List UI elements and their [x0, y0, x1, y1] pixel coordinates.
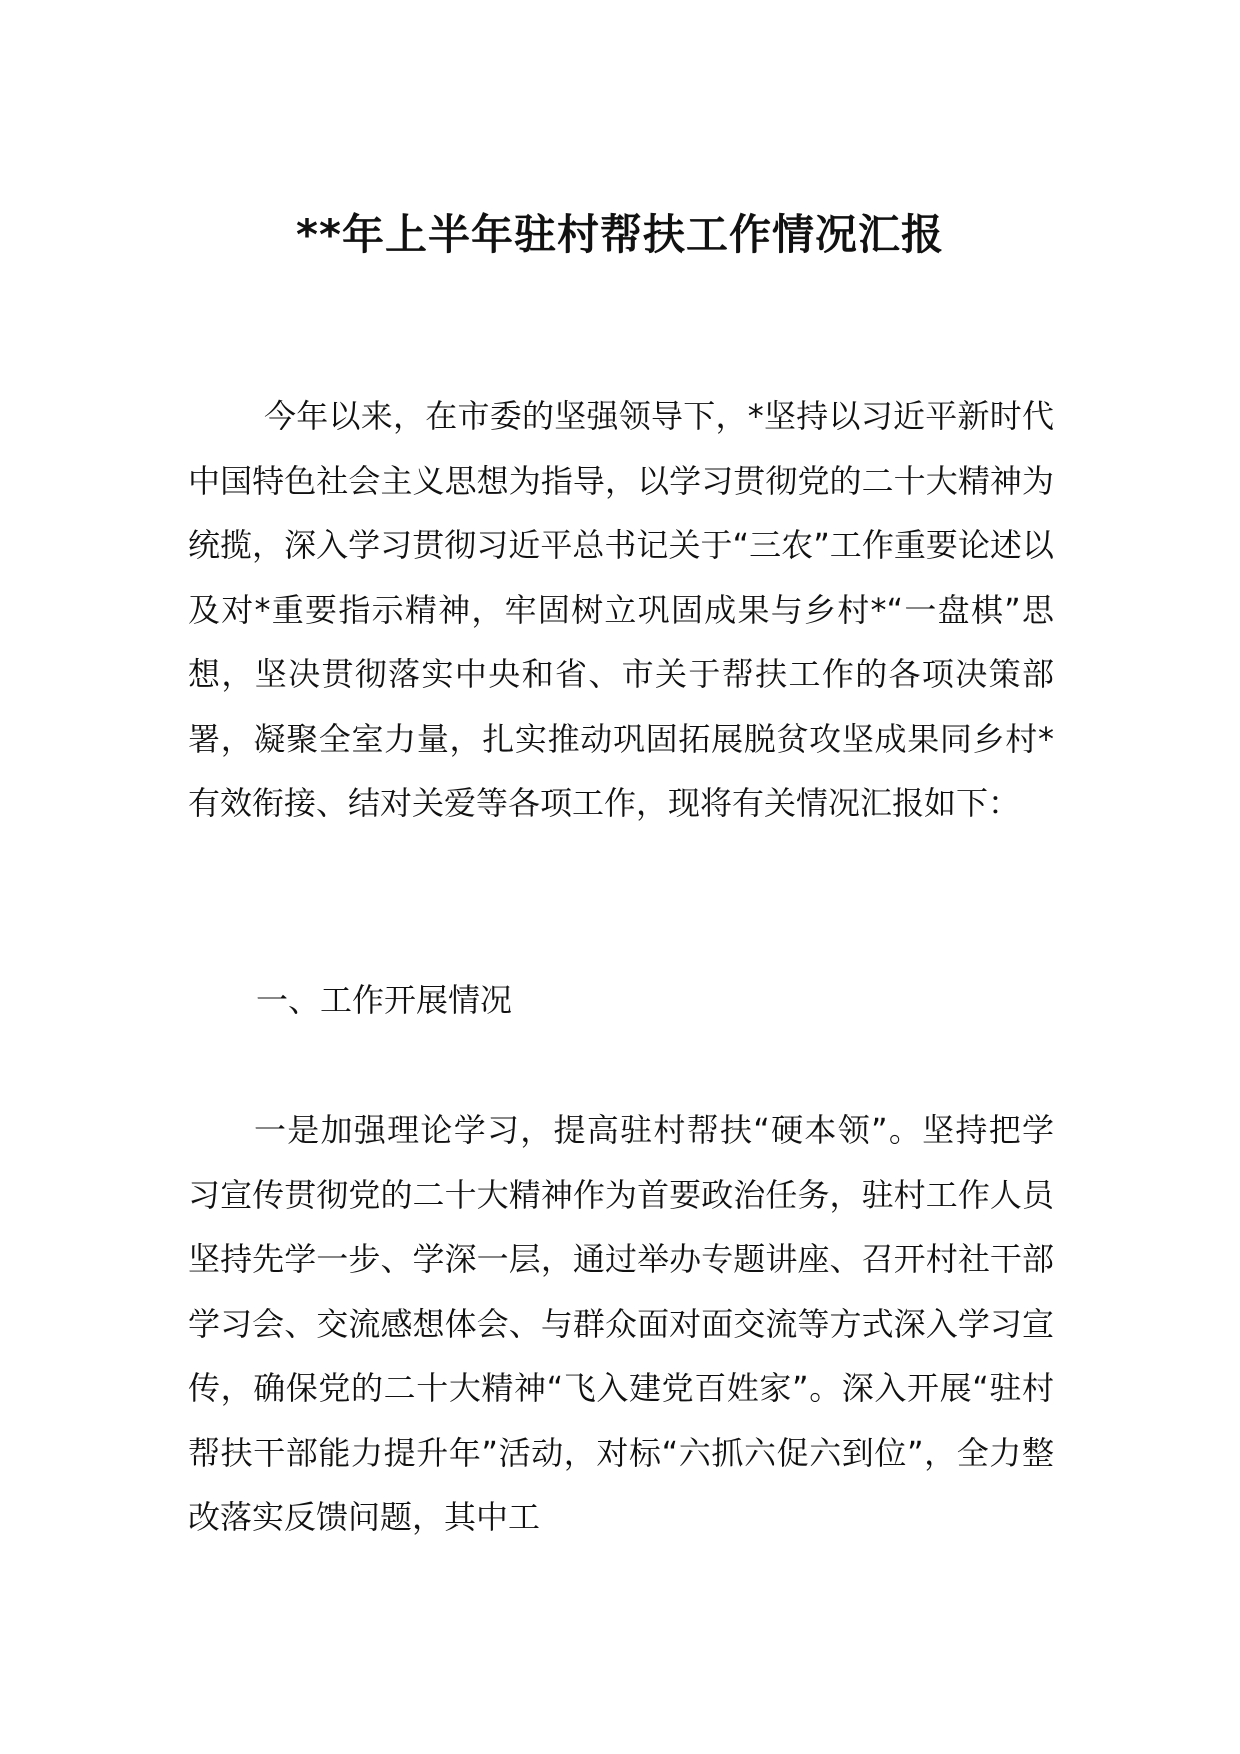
- point-one-paragraph: 一是加强理论学习，提高驻村帮扶“硬本领”。坚持把学习宣传贯彻党的二十大精神作为首要政治任务，驻村工作人员坚持先学一步、学深一层，通过举办专题讲座、召开村社干部学习会、交流感想体会、与群众面对面交流等方式深入学习宣传，确保党的二十大精神“飞入建党百姓家”。深入开展“驻村帮扶干部能力提升年”活动，对标“六抓六促六到位”，全力整改落实反馈问题，其中工: [188, 1111, 1054, 1536]
- section-heading-work-progress: 一、工作开展情况: [256, 981, 513, 1019]
- document-title: **年上半年驻村帮扶工作情况汇报: [296, 210, 944, 259]
- intro-paragraph: 今年以来，在市委的坚强领导下，*坚持以习近平新时代中国特色社会主义思想为指导，以学习贯彻党的二十大精神为统揽，深入学习贯彻习近平总书记关于“三农”工作重要论述以及对*重要指示精神，牢固树立巩固成果与乡村*“一盘棋”思想，坚决贯彻落实中央和省、市关于帮扶工作的各项决策部署，凝聚全室力量，扎实推动巩固拓展脱贫攻坚成果同乡村*有效衔接、结对关爱等各项工作，现将有关情况汇报如下：: [188, 397, 1054, 822]
